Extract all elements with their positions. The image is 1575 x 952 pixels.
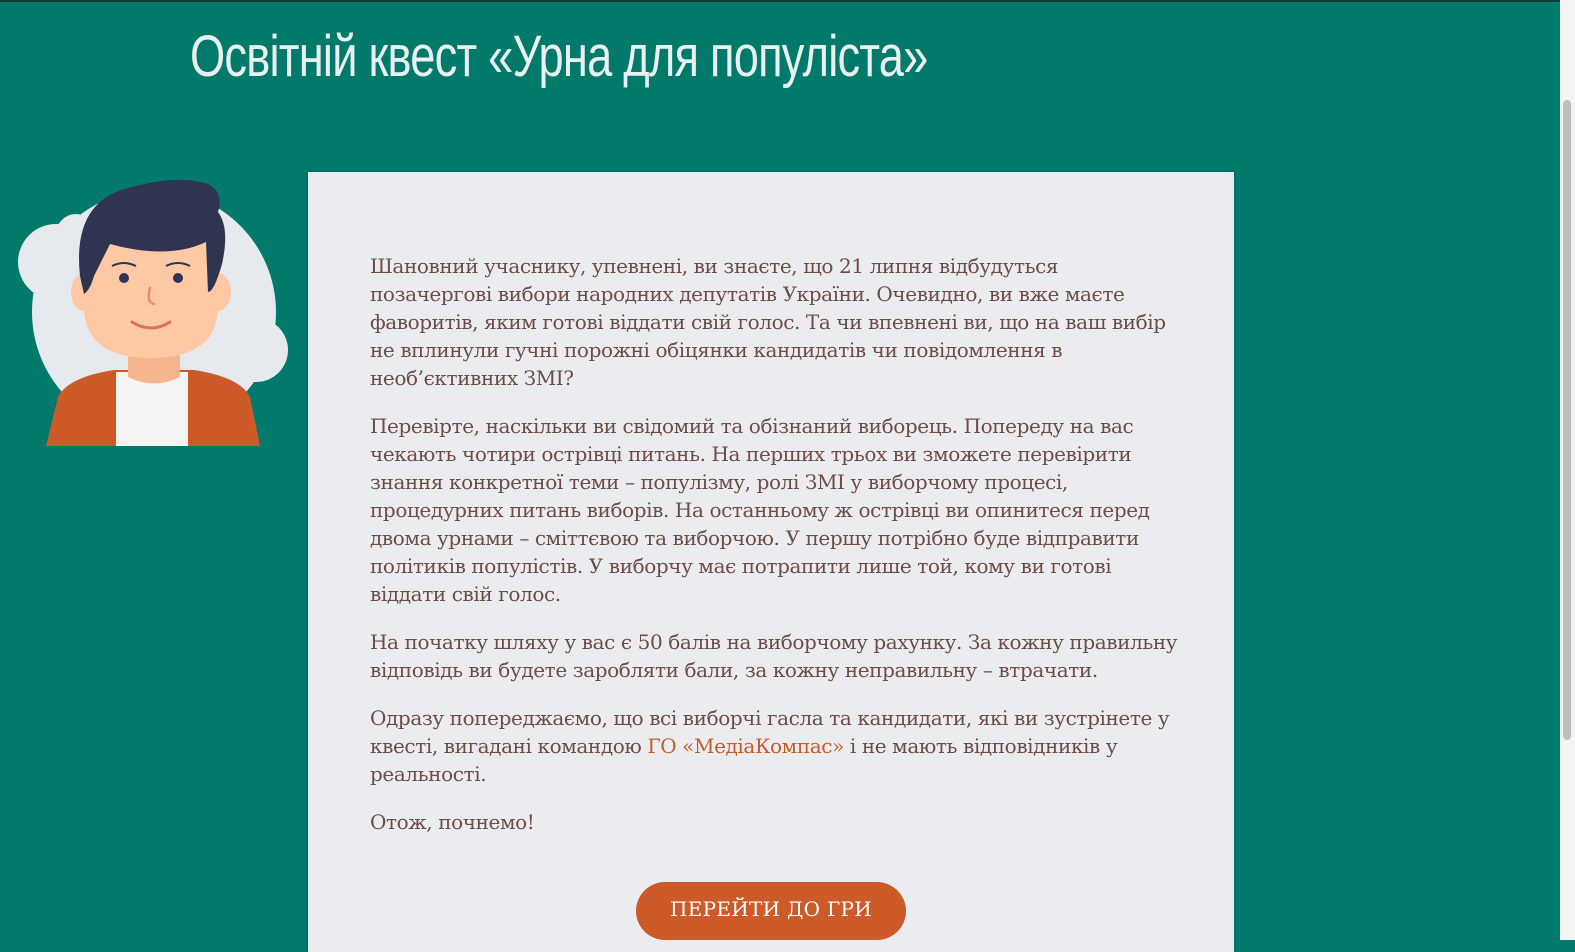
intro-paragraph-5: Отож, почнемо! (370, 810, 535, 834)
intro-text (370, 252, 1182, 856)
top-edge-line (0, 0, 1575, 2)
start-game-button[interactable]: ПЕРЕЙТИ ДО ГРИ (636, 882, 906, 940)
page-scrollbar[interactable] (1560, 0, 1575, 940)
student-avatar-icon (18, 172, 290, 448)
intro-paragraph-2: Перевірте, наскільки ви свідомий та обізнаний виборець. Попереду на вас чекають чотири острівці питань. На перших трьох ви зможете перевірити знання конкретної теми – популізму, ролі ЗМІ у виборчому процесі, процедурних питань виборів. На останньому ж острівці ви опинитеся перед двома урнами – сміттєвою та виборчою. У першу потрібно буде відправити політиків популістів. У виборчу має потрапити лише той, кому ви готові віддати свій голос. (370, 414, 1150, 606)
intro-paragraph-4-end: і не мають відповідників у реальності. (370, 734, 1118, 786)
page-title: Освітній квест «Урна для популіста» (190, 24, 928, 89)
intro-card (308, 172, 1234, 952)
intro-paragraph-4-start: Одразу попереджаємо, що всі виборчі гасла та кандидати, які ви зустрінете у квесті, вигадані командою (370, 706, 1170, 758)
intro-paragraph-3: На початку шляху у вас є 50 балів на виборчому рахунку. За кожну правильну відповідь ви будете заробляти бали, за кожну неправильну – втрачати. (370, 630, 1178, 682)
intro-paragraph-1: Шановний учаснику, упевнені, ви знаєте, що 21 липня відбудуться позачергові вибори народних депутатів України. Очевидно, ви вже маєте фаворитів, яким готові віддати свій голос. Та чи впевнені ви, що на ваш вибір не вплинули гучні порожні обіцянки кандидатів чи повідомлення в необ’єктивних ЗМІ? (370, 254, 1166, 390)
mediacompass-link[interactable]: ГО «МедіаКомпас» (647, 734, 844, 758)
intro-paragraph-4 (370, 704, 1182, 788)
scrollbar-thumb[interactable] (1563, 100, 1571, 740)
